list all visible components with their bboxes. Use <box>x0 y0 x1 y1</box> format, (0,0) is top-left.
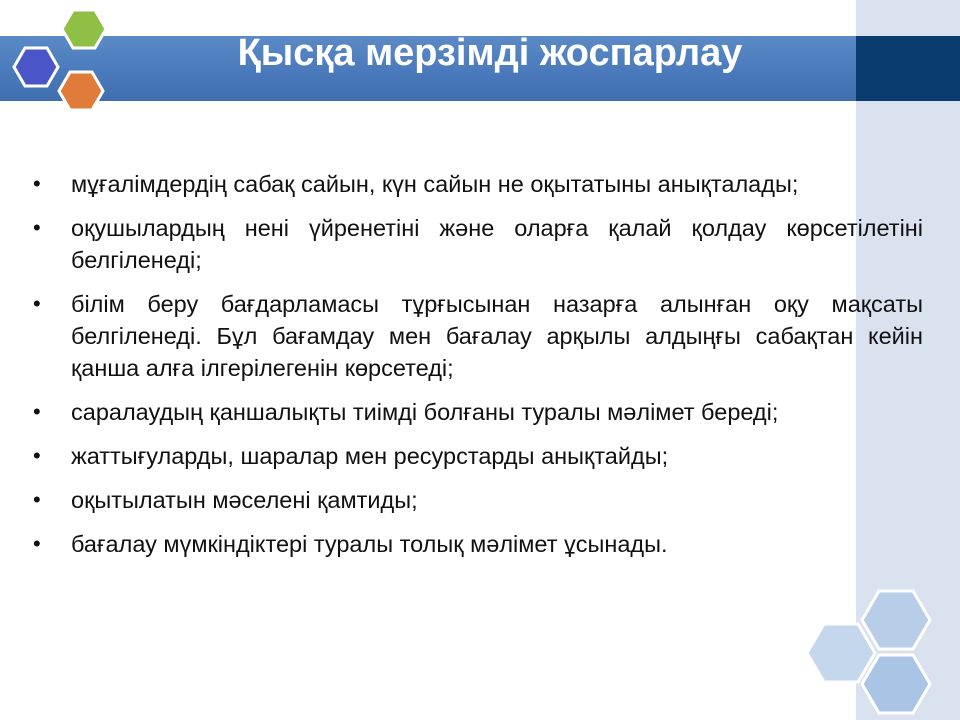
bullet-text: бағалау мүмкіндіктері туралы толық мәлімет ұсынады. <box>71 531 668 557</box>
bullet-glyph: • <box>33 531 41 556</box>
bullet-text: мұғалімдердің сабақ сайын, күн сайын не оқытатыны анықталады; <box>71 171 799 197</box>
bullet-glyph: • <box>33 399 41 424</box>
bullet-text: саралаудың қаншалықты тиімді болғаны туралы мәлімет береді; <box>71 399 779 425</box>
bullet-item <box>33 396 923 428</box>
bullet-text: жаттығуларды, шаралар мен ресурстарды анықтайды; <box>71 443 669 469</box>
bullet-item <box>33 168 923 200</box>
bullet-item <box>33 484 923 516</box>
bullet-text: оқушылардың нені үйренетіні және оларға қалай қолдау көрсетілетіні белгіленеді; <box>71 215 923 273</box>
bullet-glyph: • <box>33 487 41 512</box>
bullet-item <box>33 528 923 560</box>
hexagon-green-icon <box>62 10 106 48</box>
hexagon-light-icon <box>807 624 875 682</box>
hexagon-cluster-logo-icon <box>0 0 130 130</box>
hexagon-cluster-decoration-icon <box>800 580 960 720</box>
bullet-text: оқытылатын мәселені қамтиды; <box>71 487 418 513</box>
hexagon-orange-icon <box>59 72 103 110</box>
bullet-glyph: • <box>33 291 41 316</box>
bullet-list <box>33 168 923 572</box>
bullet-glyph: • <box>33 215 41 240</box>
hexagon-light-icon <box>862 655 930 713</box>
hexagon-light-icon <box>862 591 930 649</box>
bullet-glyph: • <box>33 171 41 196</box>
bullet-item <box>33 440 923 472</box>
hexagon-blue-icon <box>14 48 58 86</box>
bullet-text: білім беру бағдарламасы тұрғысынан назарға алынған оқу мақсаты белгіленеді. Бұл бағамдау мен бағалау арқылы алдыңғы сабақтан кейін қанша алға ілгерілегенін көрсетеді; <box>71 291 923 381</box>
bullet-item <box>33 212 923 276</box>
bullet-glyph: • <box>33 443 41 468</box>
title-bar-accent <box>856 36 960 101</box>
bullet-item <box>33 288 923 384</box>
slide-title: Қысқа мерзімді жоспарлау <box>237 32 743 74</box>
